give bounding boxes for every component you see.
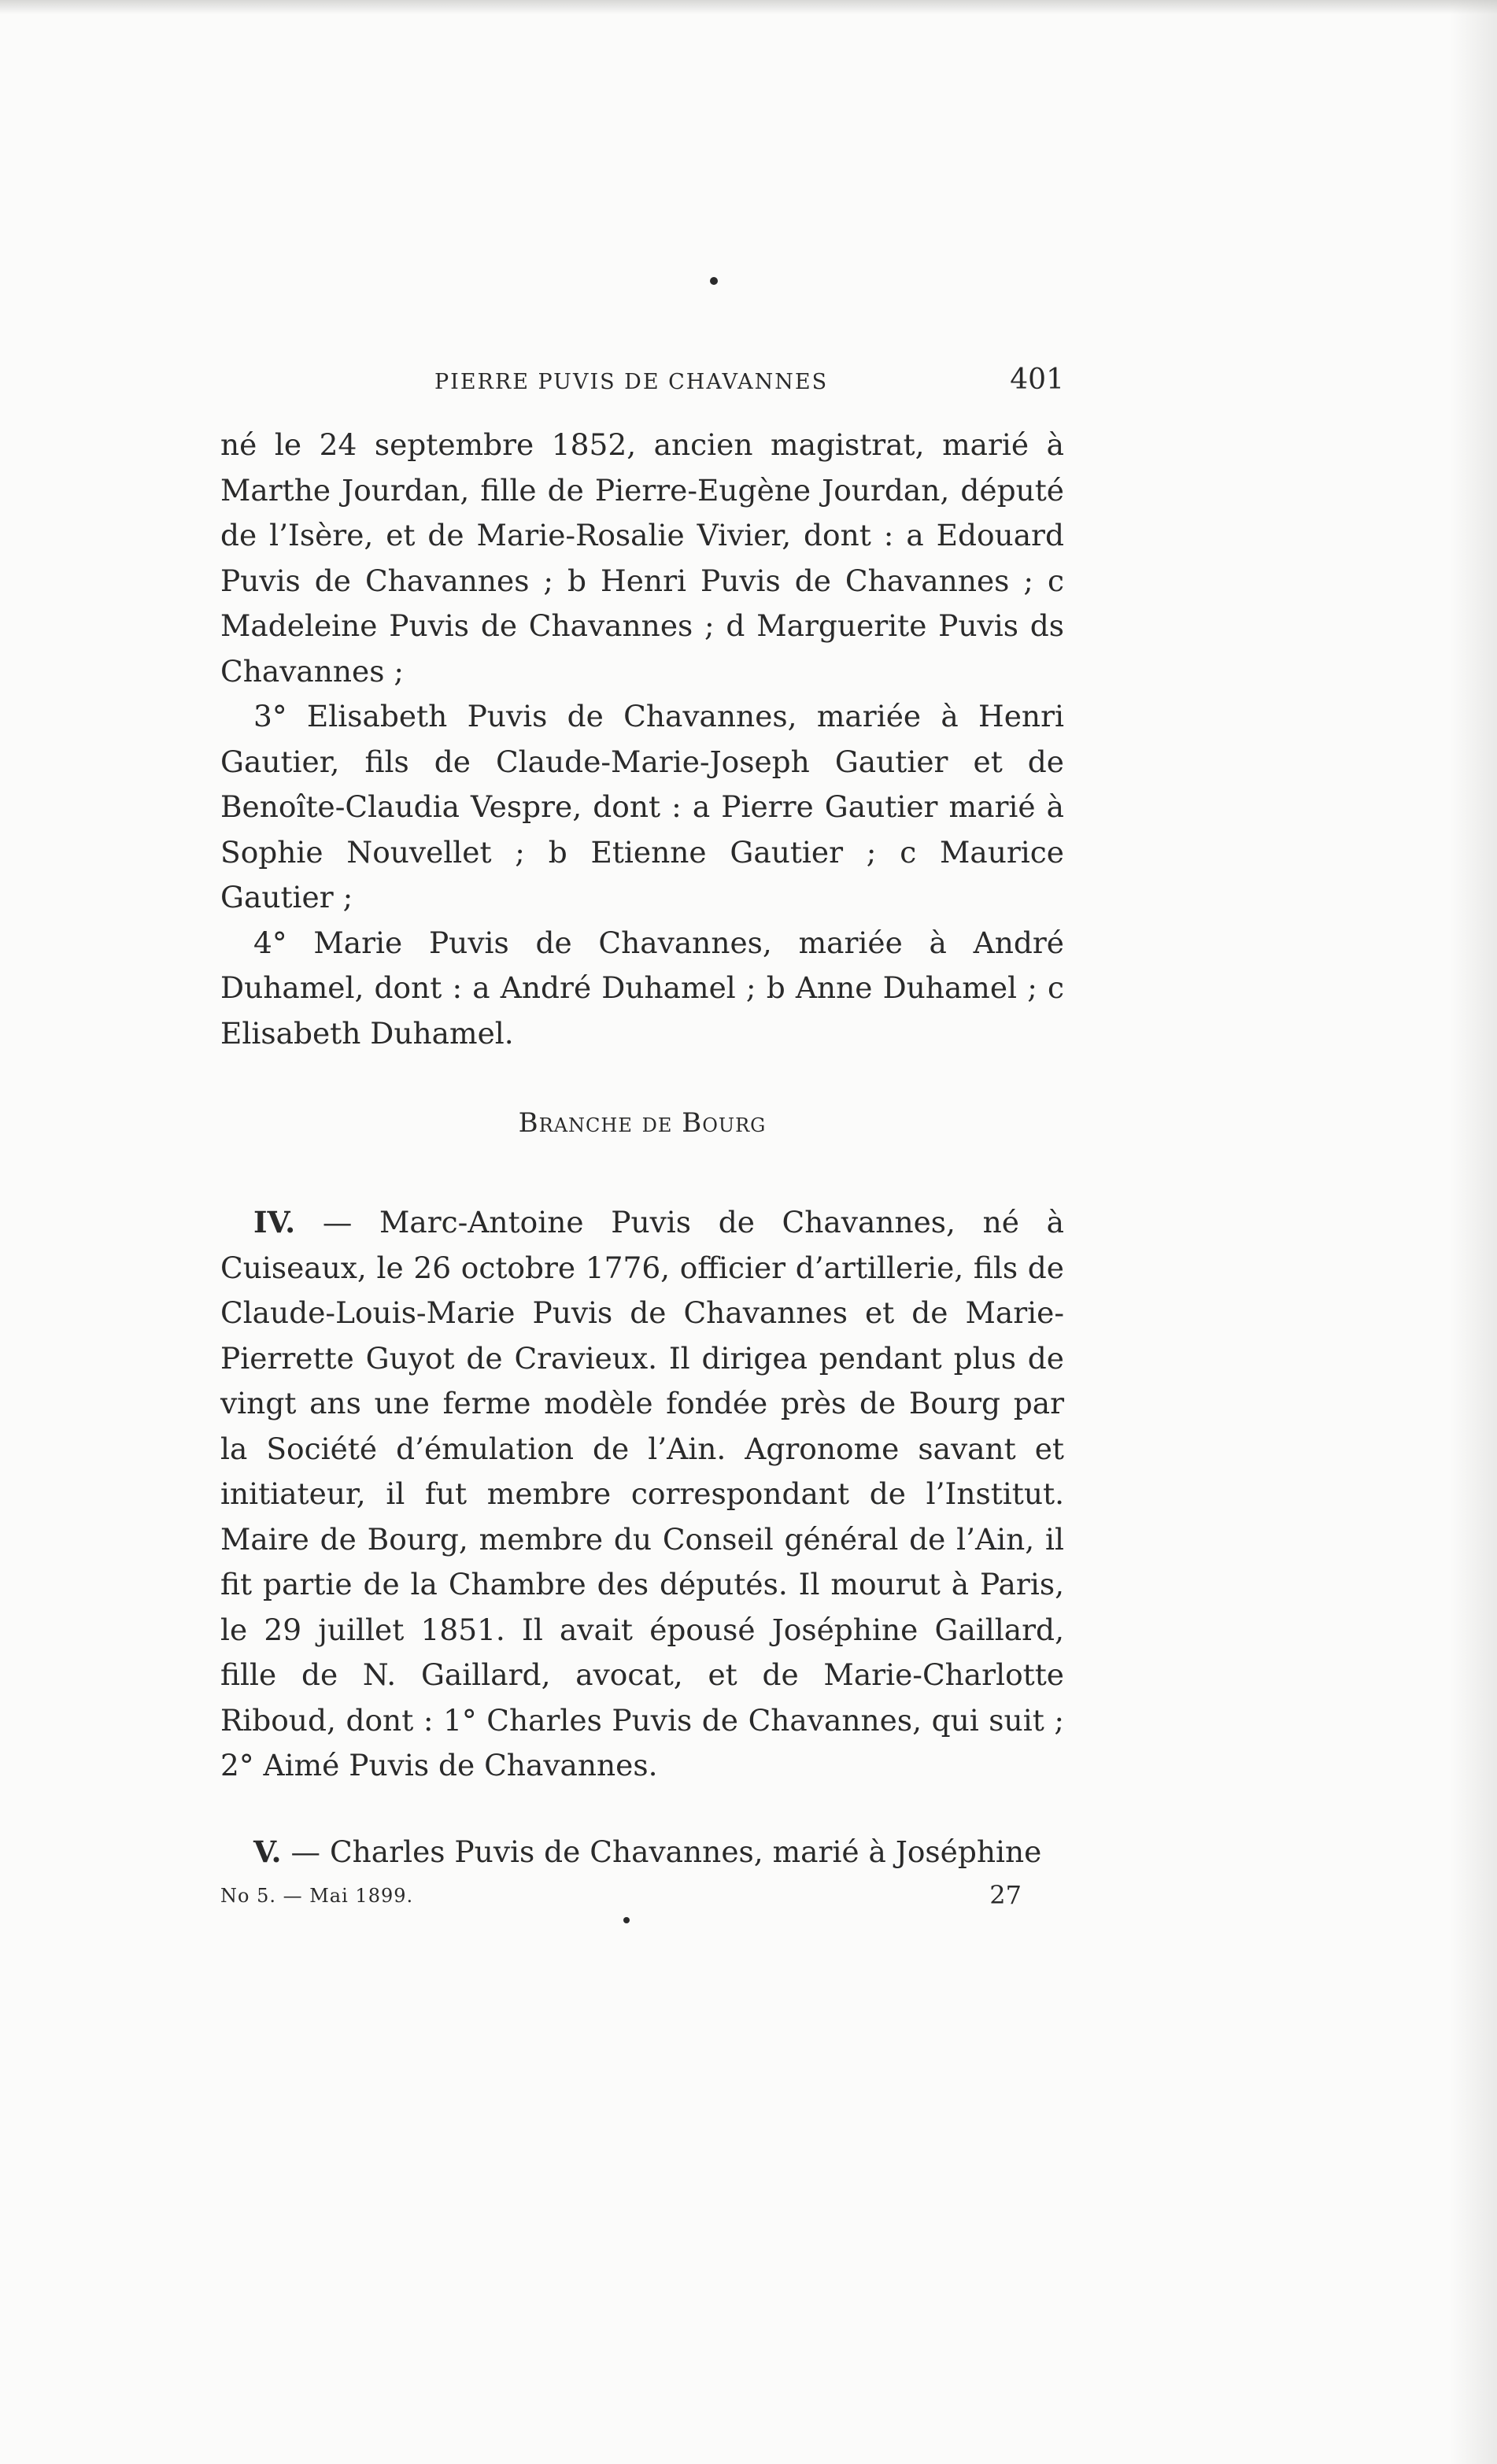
entry-iv-paragraph <box>220 1200 1064 1789</box>
genealogy-continuation <box>220 423 1064 1056</box>
entry-v-label: V. <box>253 1834 282 1869</box>
issue-line: No 5. — Mai 1899. <box>220 1885 414 1907</box>
section-heading: Branche de Bourg <box>518 1107 767 1139</box>
entry-v-text: — Charles Puvis de Chavannes, marié à Joséphine <box>290 1834 1042 1869</box>
entry-iv <box>220 1200 1064 1789</box>
paragraph-marie: 4° Marie Puvis de Chavannes, mariée à André Duhamel, dont : a André Duhamel ; b Anne Duhamel ; c Elisabeth Duhamel. <box>220 925 1064 1051</box>
page-top-edge-shadow <box>0 0 1497 14</box>
printer-dot-mark-bottom <box>623 1917 630 1923</box>
page-right-edge-shadow <box>1450 0 1497 2464</box>
running-title: PIERRE PUVIS DE CHAVANNES <box>434 370 829 394</box>
entry-iv-text: — Marc-Antoine Puvis de Chavannes, né à Cuiseaux, le 26 octobre 1776, officier d’artillerie, fils de Claude-Louis-Marie Puvis de Chavannes et de Marie-Pierrette Guyot de Cravieux. Il dirigea pendant plus de vingt ans une ferme modèle fondée près de Bourg par la Société d’émulation de l’Ain. Agronome savant et initiateur, il fut membre correspondant de l’Institut. Maire de Bourg, membre du Conseil général de l’Ain, il fit partie de la Chambre des députés. Il mourut à Paris, le 29 juillet 1851. Il avait épousé Joséphine Gaillard, fille de N. Gaillard, avocat, et de Marie-Charlotte Riboud, dont : 1° Charles Puvis de Chavannes, qui suit ; 2° Aimé Puvis de Chavannes. <box>220 1205 1064 1782</box>
entry-v <box>220 1830 1064 1875</box>
signature-mark: 27 <box>989 1880 1022 1910</box>
page-header <box>220 364 1064 403</box>
printer-dot-mark <box>710 277 718 285</box>
page-footer <box>220 1880 1022 1913</box>
paragraph-continuation: né le 24 septembre 1852, ancien magistrat, marié à Marthe Jourdan, fille de Pierre-Eugène Jourdan, député de l’Isère, et de Marie-Rosalie Vivier, dont : a Edouard Puvis de Chavannes ; b Henri Puvis de Chavannes ; c Madeleine Puvis de Chavannes ; d Marguerite Puvis ds Chavannes ; <box>220 427 1064 689</box>
entry-iv-label: IV. <box>253 1205 296 1239</box>
paragraph-elisabeth: 3° Elisabeth Puvis de Chavannes, mariée à Henri Gautier, fils de Claude-Marie-Joseph Gautier et de Benoîte-Claudia Vespre, dont : a Pierre Gautier marié à Sophie Nouvellet ; b Etienne Gautier ; c Maurice Gautier ; <box>220 699 1064 914</box>
entry-v-paragraph <box>220 1830 1064 1875</box>
page-number: 401 <box>1010 364 1064 396</box>
